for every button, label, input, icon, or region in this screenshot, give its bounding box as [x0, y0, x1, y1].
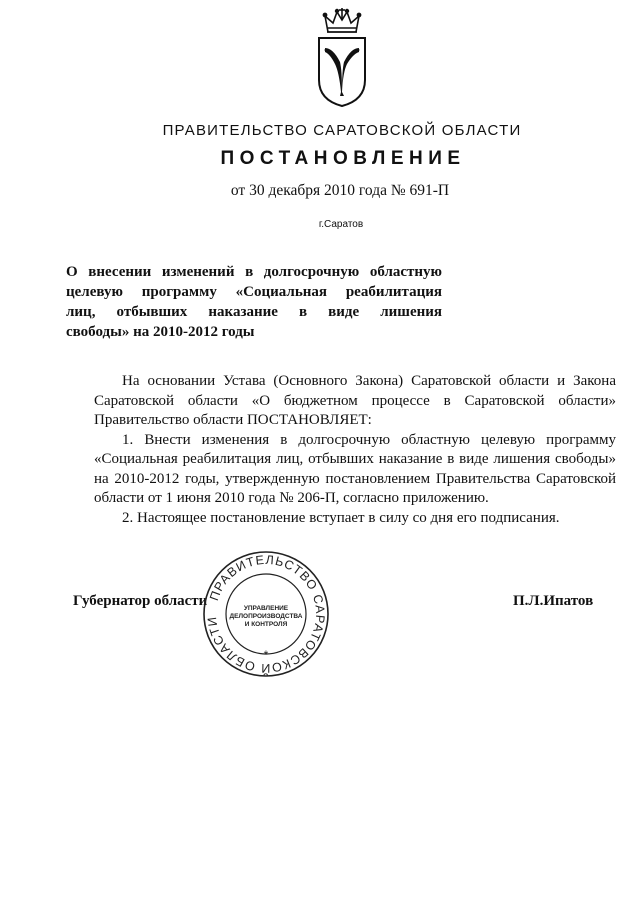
document-date-number: от 30 декабря 2010 года № 691-П [230, 182, 450, 199]
signature-position: Губернатор области [73, 593, 208, 609]
document-subject [66, 262, 442, 342]
subject-line: свободы» на 2010-2012 годы [66, 324, 255, 340]
stamp-center-line: ДЕЛОПРОИЗВОДСТВА [229, 613, 303, 620]
body-paragraph-item-2: 2. Настоящее постановление вступает в силу со дня его подписания. [122, 509, 560, 526]
saratov-coat-of-arms-icon [311, 6, 373, 108]
document-body [94, 372, 616, 528]
official-stamp [202, 550, 330, 678]
document-city: г.Саратов [318, 219, 364, 230]
stamp-star: * [263, 648, 269, 662]
body-paragraph-item-1: 1. Внести изменения в долгосрочную областную целевую программу «Социальная реабилитация лиц, отбывших наказание в виде лишения свободы» на 2010-2012 годы, утвержденную постановлением Правительства Саратовской области от 1 июня 2010 года № 206-П, согласно приложению. [94, 431, 616, 506]
subject-line: целевую программу «Социальная реабилитация [66, 284, 442, 300]
body-paragraph-preamble: На основании Устава (Основного Закона) Саратовской области и Закона Саратовской области «О бюджетном процессе в Саратовской области» Правительство области ПОСТАНОВЛЯЕТ: [94, 373, 616, 428]
stamp-center-line: И КОНТРОЛЯ [244, 621, 288, 628]
government-name: ПРАВИТЕЛЬСТВО САРАТОВСКОЙ ОБЛАСТИ [162, 122, 522, 139]
stamp-ring-text: ПРАВИТЕЛЬСТВО САРАТОВСКОЙ ОБЛАСТИ [204, 552, 328, 676]
subject-line: О внесении изменений в долгосрочную областную [66, 264, 442, 280]
subject-line: лиц, отбывших наказание в виде лишения [66, 304, 442, 320]
document-title: ПОСТАНОВЛЕНИЕ [220, 148, 466, 169]
signature-name: П.Л.Ипатов [513, 593, 594, 609]
stamp-center-line: УПРАВЛЕНИЕ [243, 605, 289, 612]
